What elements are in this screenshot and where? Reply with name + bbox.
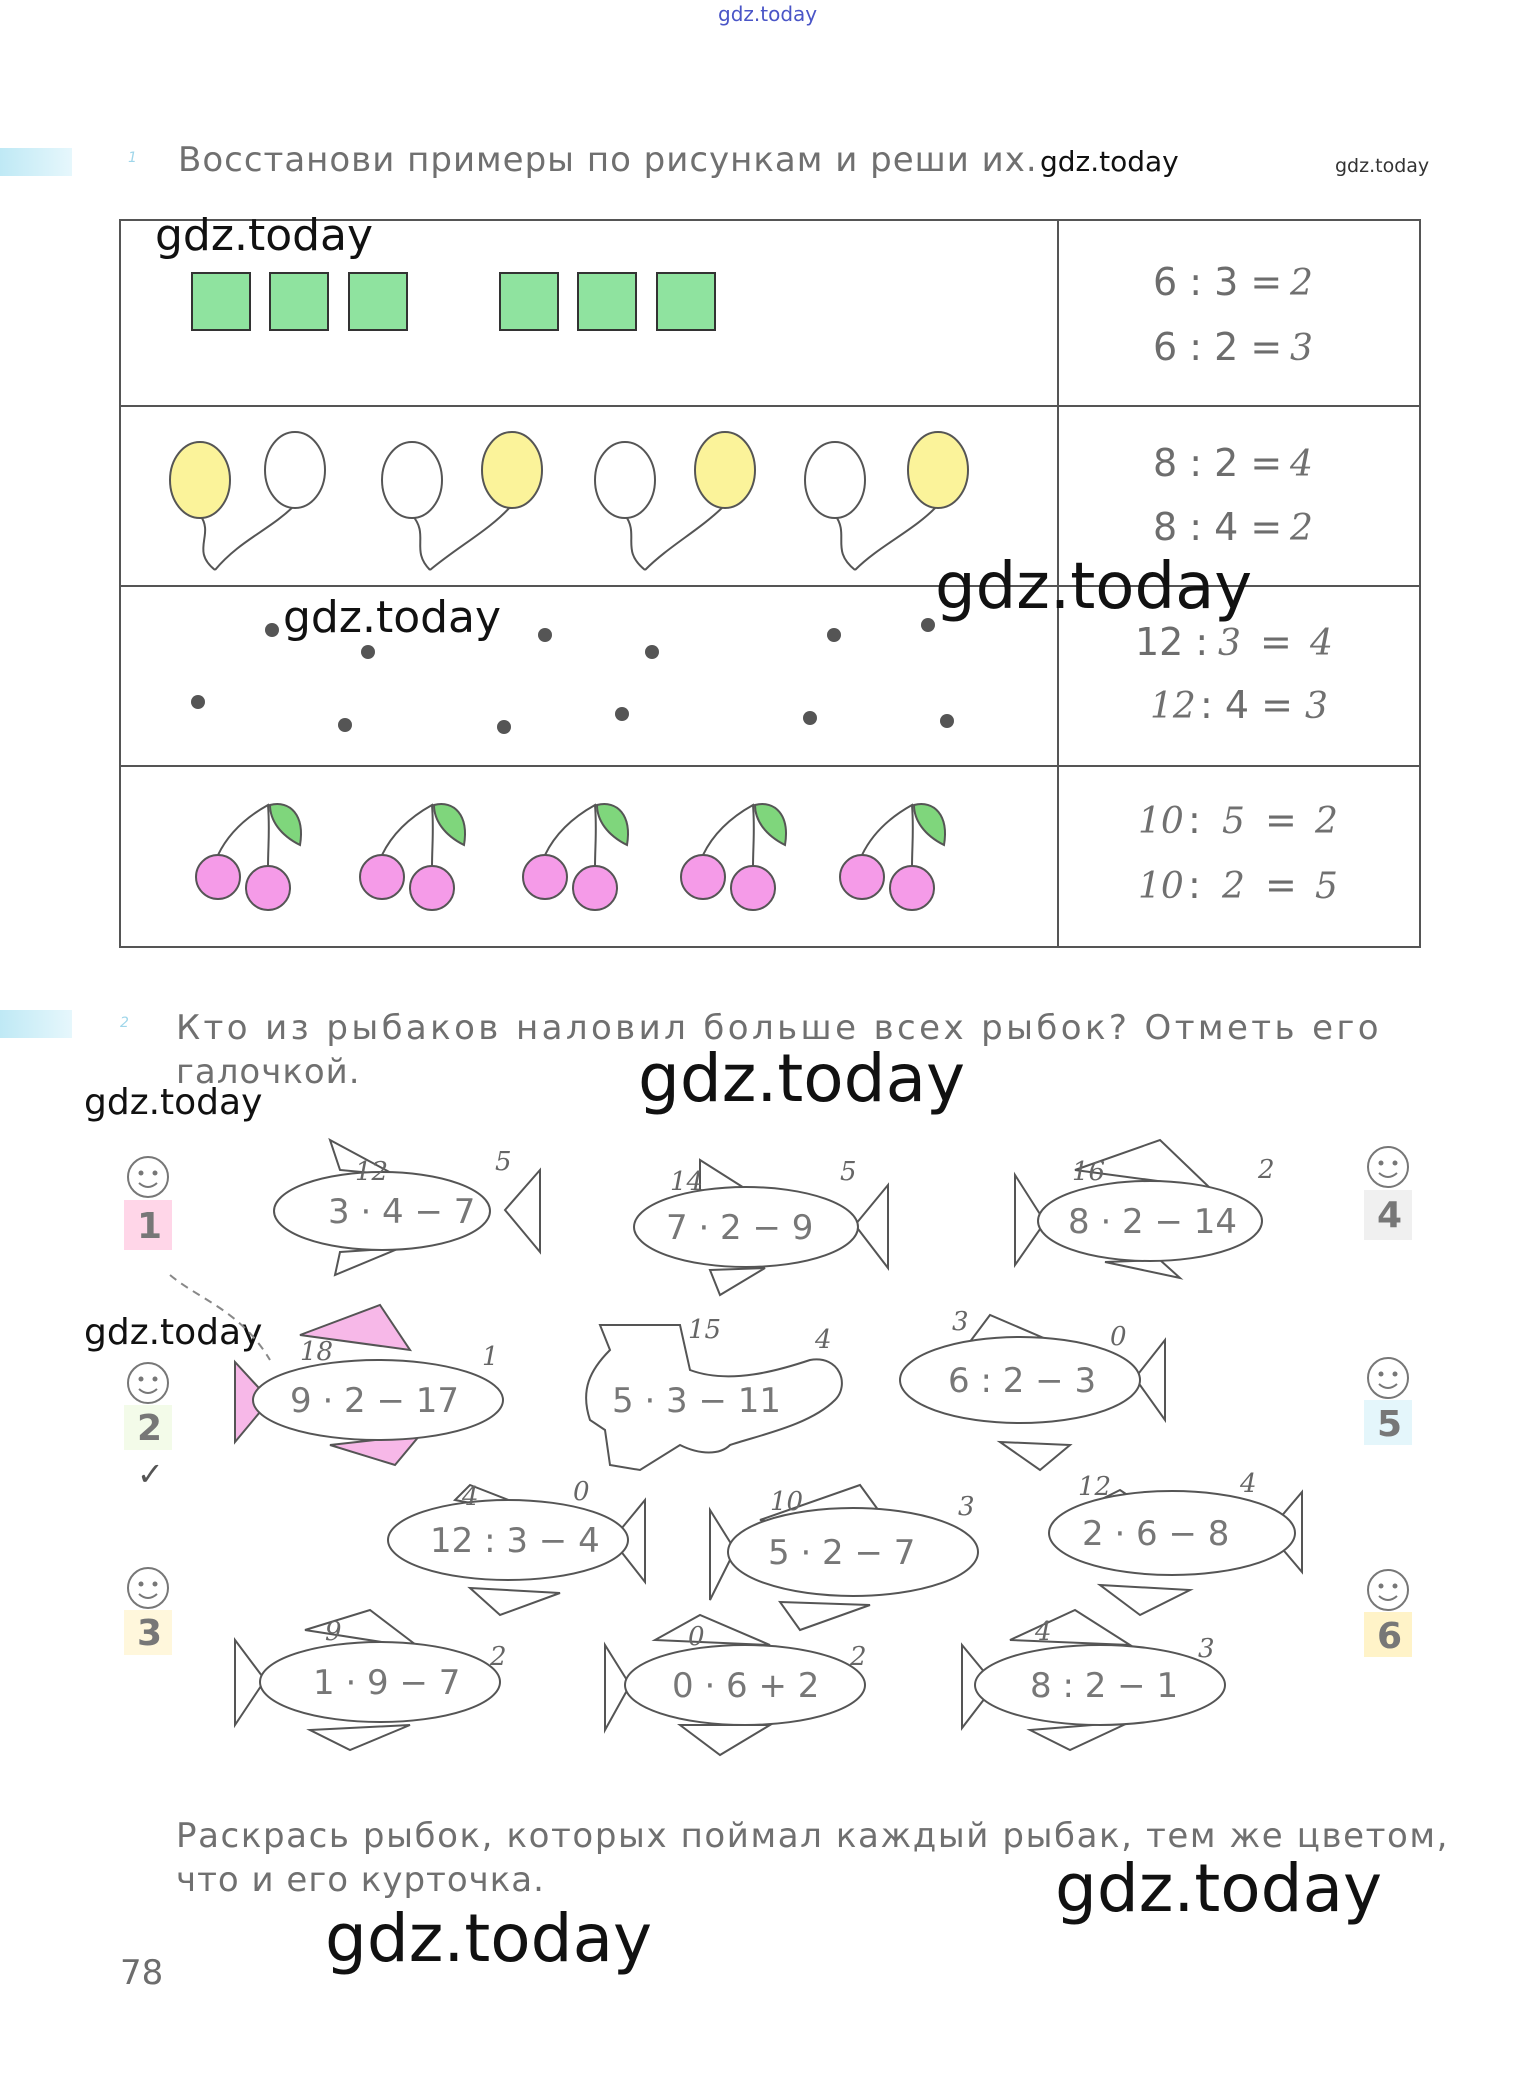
fish-7-expr: 12 : 3 − 4 <box>430 1521 600 1561</box>
fish-7-product: 4 <box>462 1482 479 1512</box>
fish-3-answer: 2 <box>1258 1155 1275 1185</box>
fish-9-expr: 2 · 6 − 8 <box>1082 1514 1230 1554</box>
answer-4-1: 2 <box>1315 801 1338 842</box>
fish-12-product: 4 <box>1035 1617 1052 1647</box>
answer-3-1a: 3 <box>1218 623 1241 664</box>
watermark-left-2: gdz.today <box>84 1312 263 1353</box>
eq-1-1: 6 : 3 = <box>1153 260 1283 304</box>
task2-footer-line2: что и его курточка. <box>176 1860 545 1900</box>
task2-footer-line1: Раскрась рыбок, которых поймал каждый рыбак, тем же цветом, <box>176 1816 1450 1856</box>
watermark-top: gdz.today <box>718 2 818 26</box>
task1-title: Восстанови примеры по рисункам и реши их. <box>178 140 1038 180</box>
fisherman-3 <box>124 1568 172 1655</box>
squares-icon <box>192 273 715 330</box>
fish-8-expr: 5 · 2 − 7 <box>768 1533 916 1573</box>
fisherman-6 <box>1364 1570 1412 1657</box>
eq-4-2b: : <box>1188 863 1201 907</box>
watermark-table-1: gdz.today <box>155 210 374 261</box>
watermark-left-1: gdz.today <box>84 1082 263 1123</box>
fish-11-expr: 0 · 6 + 2 <box>672 1666 820 1706</box>
answer-2-2: 2 <box>1290 508 1313 549</box>
task1-table <box>0 0 1523 960</box>
fish-4-answer: 1 <box>482 1342 499 1372</box>
fisherman-1 <box>124 1157 172 1250</box>
fish-12-expr: 8 : 2 − 1 <box>1030 1666 1179 1706</box>
fish-5-answer: 4 <box>815 1325 832 1355</box>
fisherman-number-2: 2 <box>137 1408 163 1449</box>
fish-6-expr: 6 : 2 − 3 <box>948 1361 1097 1401</box>
task2-title-line1: Кто из рыбаков наловил больше всех рыбок? Отметь его <box>176 1008 1382 1048</box>
fisherman-5 <box>1364 1358 1412 1445</box>
fish-5-expr: 5 · 3 − 11 <box>612 1381 782 1421</box>
answer-4-1c: 5 <box>1222 801 1245 842</box>
fish-1-expr: 3 · 4 − 7 <box>328 1192 476 1232</box>
fish-2-product: 14 <box>670 1167 704 1197</box>
eq-4-1b: : <box>1188 798 1201 842</box>
fish-scene <box>0 1100 1523 1760</box>
fish-3-product: 16 <box>1072 1157 1106 1187</box>
answer-1-1: 2 <box>1290 263 1313 304</box>
watermark-footer-left: gdz.today <box>325 1900 653 1977</box>
watermark-table-3: gdz.today <box>935 550 1253 624</box>
fish-4-product: 18 <box>300 1337 334 1367</box>
fish-2-answer: 5 <box>840 1157 857 1187</box>
fish-12-answer: 3 <box>1198 1634 1215 1664</box>
fish-11-answer: 2 <box>850 1642 867 1672</box>
fisherman-4 <box>1364 1147 1412 1240</box>
fish-6-answer: 0 <box>1110 1322 1127 1352</box>
answer-4-2c: 2 <box>1222 866 1245 907</box>
fish-3-expr: 8 · 2 − 14 <box>1068 1202 1238 1242</box>
eq-2-2: 8 : 4 = <box>1153 505 1283 549</box>
fish-1-answer: 5 <box>495 1147 512 1177</box>
answer-4-2a: 10 <box>1138 866 1184 907</box>
answer-4-2: 5 <box>1315 866 1338 907</box>
answer-3-2: 3 <box>1305 686 1328 727</box>
task1-number: 1 <box>128 150 137 166</box>
fisherman-2 <box>124 1363 172 1493</box>
fish-1-product: 12 <box>355 1157 389 1187</box>
answer-3-2a: 12 <box>1150 686 1196 727</box>
fish-7-answer: 0 <box>573 1477 590 1507</box>
fish-8-product: 10 <box>770 1487 804 1517</box>
fisherman-number-5: 5 <box>1377 1404 1403 1445</box>
eq-3-1: 12 : <box>1135 620 1209 664</box>
fish-10-product: 9 <box>325 1617 342 1647</box>
fisherman-number-4: 4 <box>1377 1195 1403 1236</box>
fish-8-answer: 3 <box>958 1492 975 1522</box>
watermark-table-2: gdz.today <box>283 592 502 643</box>
cherries-icon <box>196 804 945 910</box>
answer-1-2: 3 <box>1290 328 1313 369</box>
fish-6-product: 3 <box>952 1307 969 1337</box>
fish-10-answer: 2 <box>490 1642 507 1672</box>
fisherman-number-1: 1 <box>137 1206 163 1247</box>
fish-4-expr: 9 · 2 − 17 <box>290 1381 460 1421</box>
task2-number: 2 <box>120 1015 129 1031</box>
fisherman-number-6: 6 <box>1377 1616 1403 1657</box>
fish-5-product: 15 <box>688 1315 722 1345</box>
fisherman-number-3: 3 <box>137 1613 163 1654</box>
fish-9-product: 12 <box>1078 1472 1112 1502</box>
eq-4-1d: = <box>1265 798 1297 842</box>
fish-9-answer: 4 <box>1240 1469 1257 1499</box>
check-mark: ✓ <box>137 1455 164 1493</box>
watermark-corner: gdz.today <box>1335 155 1430 177</box>
eq-1-2: 6 : 2 = <box>1153 325 1283 369</box>
eq-3-1b: = <box>1260 620 1292 664</box>
fish-11-product: 0 <box>688 1622 705 1652</box>
balloons-icon <box>170 432 968 570</box>
task2-marker <box>0 1010 72 1038</box>
fish-10-expr: 1 · 9 − 7 <box>313 1663 461 1703</box>
watermark-footer-right: gdz.today <box>1055 1850 1383 1927</box>
task2-title-line2: галочкой. <box>176 1052 361 1092</box>
watermark-task2: gdz.today <box>638 1040 966 1117</box>
answer-2-1: 4 <box>1290 444 1313 485</box>
eq-2-1: 8 : 2 = <box>1153 441 1283 485</box>
watermark-title: gdz.today <box>1040 145 1179 178</box>
eq-3-2: : 4 = <box>1200 683 1293 727</box>
eq-4-2d: = <box>1265 863 1297 907</box>
fish-2-expr: 7 · 2 − 9 <box>666 1208 814 1248</box>
answer-3-1: 4 <box>1310 623 1333 664</box>
page-number: 78 <box>120 1953 164 1993</box>
answer-4-1a: 10 <box>1138 801 1184 842</box>
